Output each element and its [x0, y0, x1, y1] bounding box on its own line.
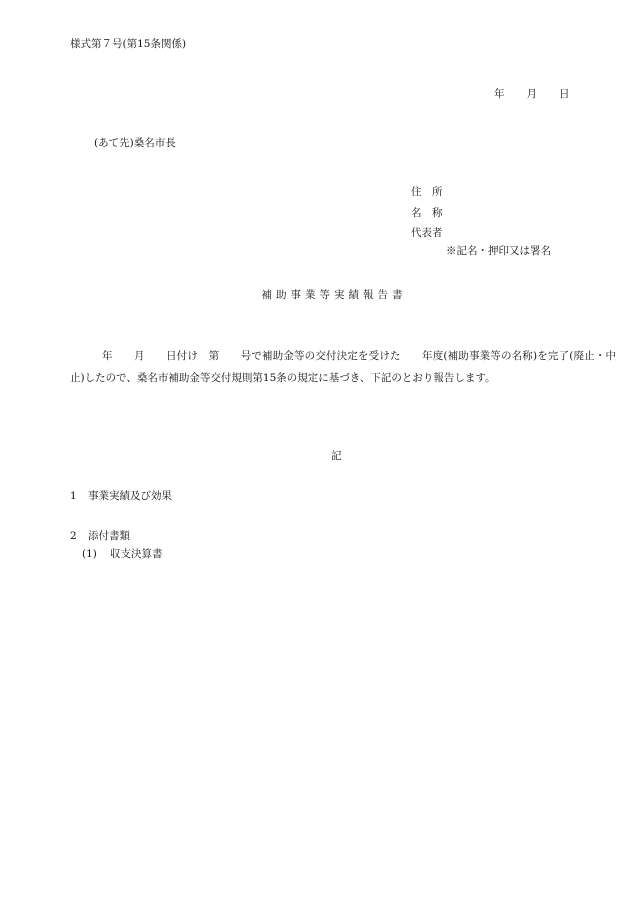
subitem-label: 収支決算書 — [110, 548, 163, 560]
signature-note: ※記名・押印又は署名 — [446, 245, 551, 257]
ki-heading: 記 — [331, 450, 342, 462]
item-number: 2 — [70, 530, 77, 542]
day-label: 日 — [559, 88, 570, 100]
subitem-number: (1) — [82, 548, 97, 560]
sub-list-item — [82, 548, 163, 562]
applicant-block — [411, 186, 443, 248]
list-item — [70, 530, 130, 544]
list-item — [70, 490, 172, 504]
document-title: 補助事業等実績報告書 — [261, 289, 407, 301]
addressee: (あて先)桑名市長 — [94, 137, 176, 149]
date-line — [494, 88, 570, 102]
form-number: 様式第７号(第15条関係) — [70, 38, 187, 50]
item-number: 1 — [70, 490, 77, 502]
address-label: 住 所 — [411, 186, 443, 198]
item-label: 添付書類 — [88, 530, 130, 542]
month-label: 月 — [526, 88, 537, 100]
report-body-text: 年 月 日付け 第 号で補助金等の交付決定を受けた 年度(補助事業等の名称)を完了(廃止・中止)したので、桑名市補助金等交付規則第15条の規定に基づき、下記のとおり報告します。 — [70, 350, 616, 384]
name-label: 名 称 — [411, 206, 443, 219]
year-label: 年 — [494, 88, 505, 100]
item-label: 事業実績及び効果 — [88, 490, 172, 502]
representative-label: 代表者 — [411, 227, 443, 239]
